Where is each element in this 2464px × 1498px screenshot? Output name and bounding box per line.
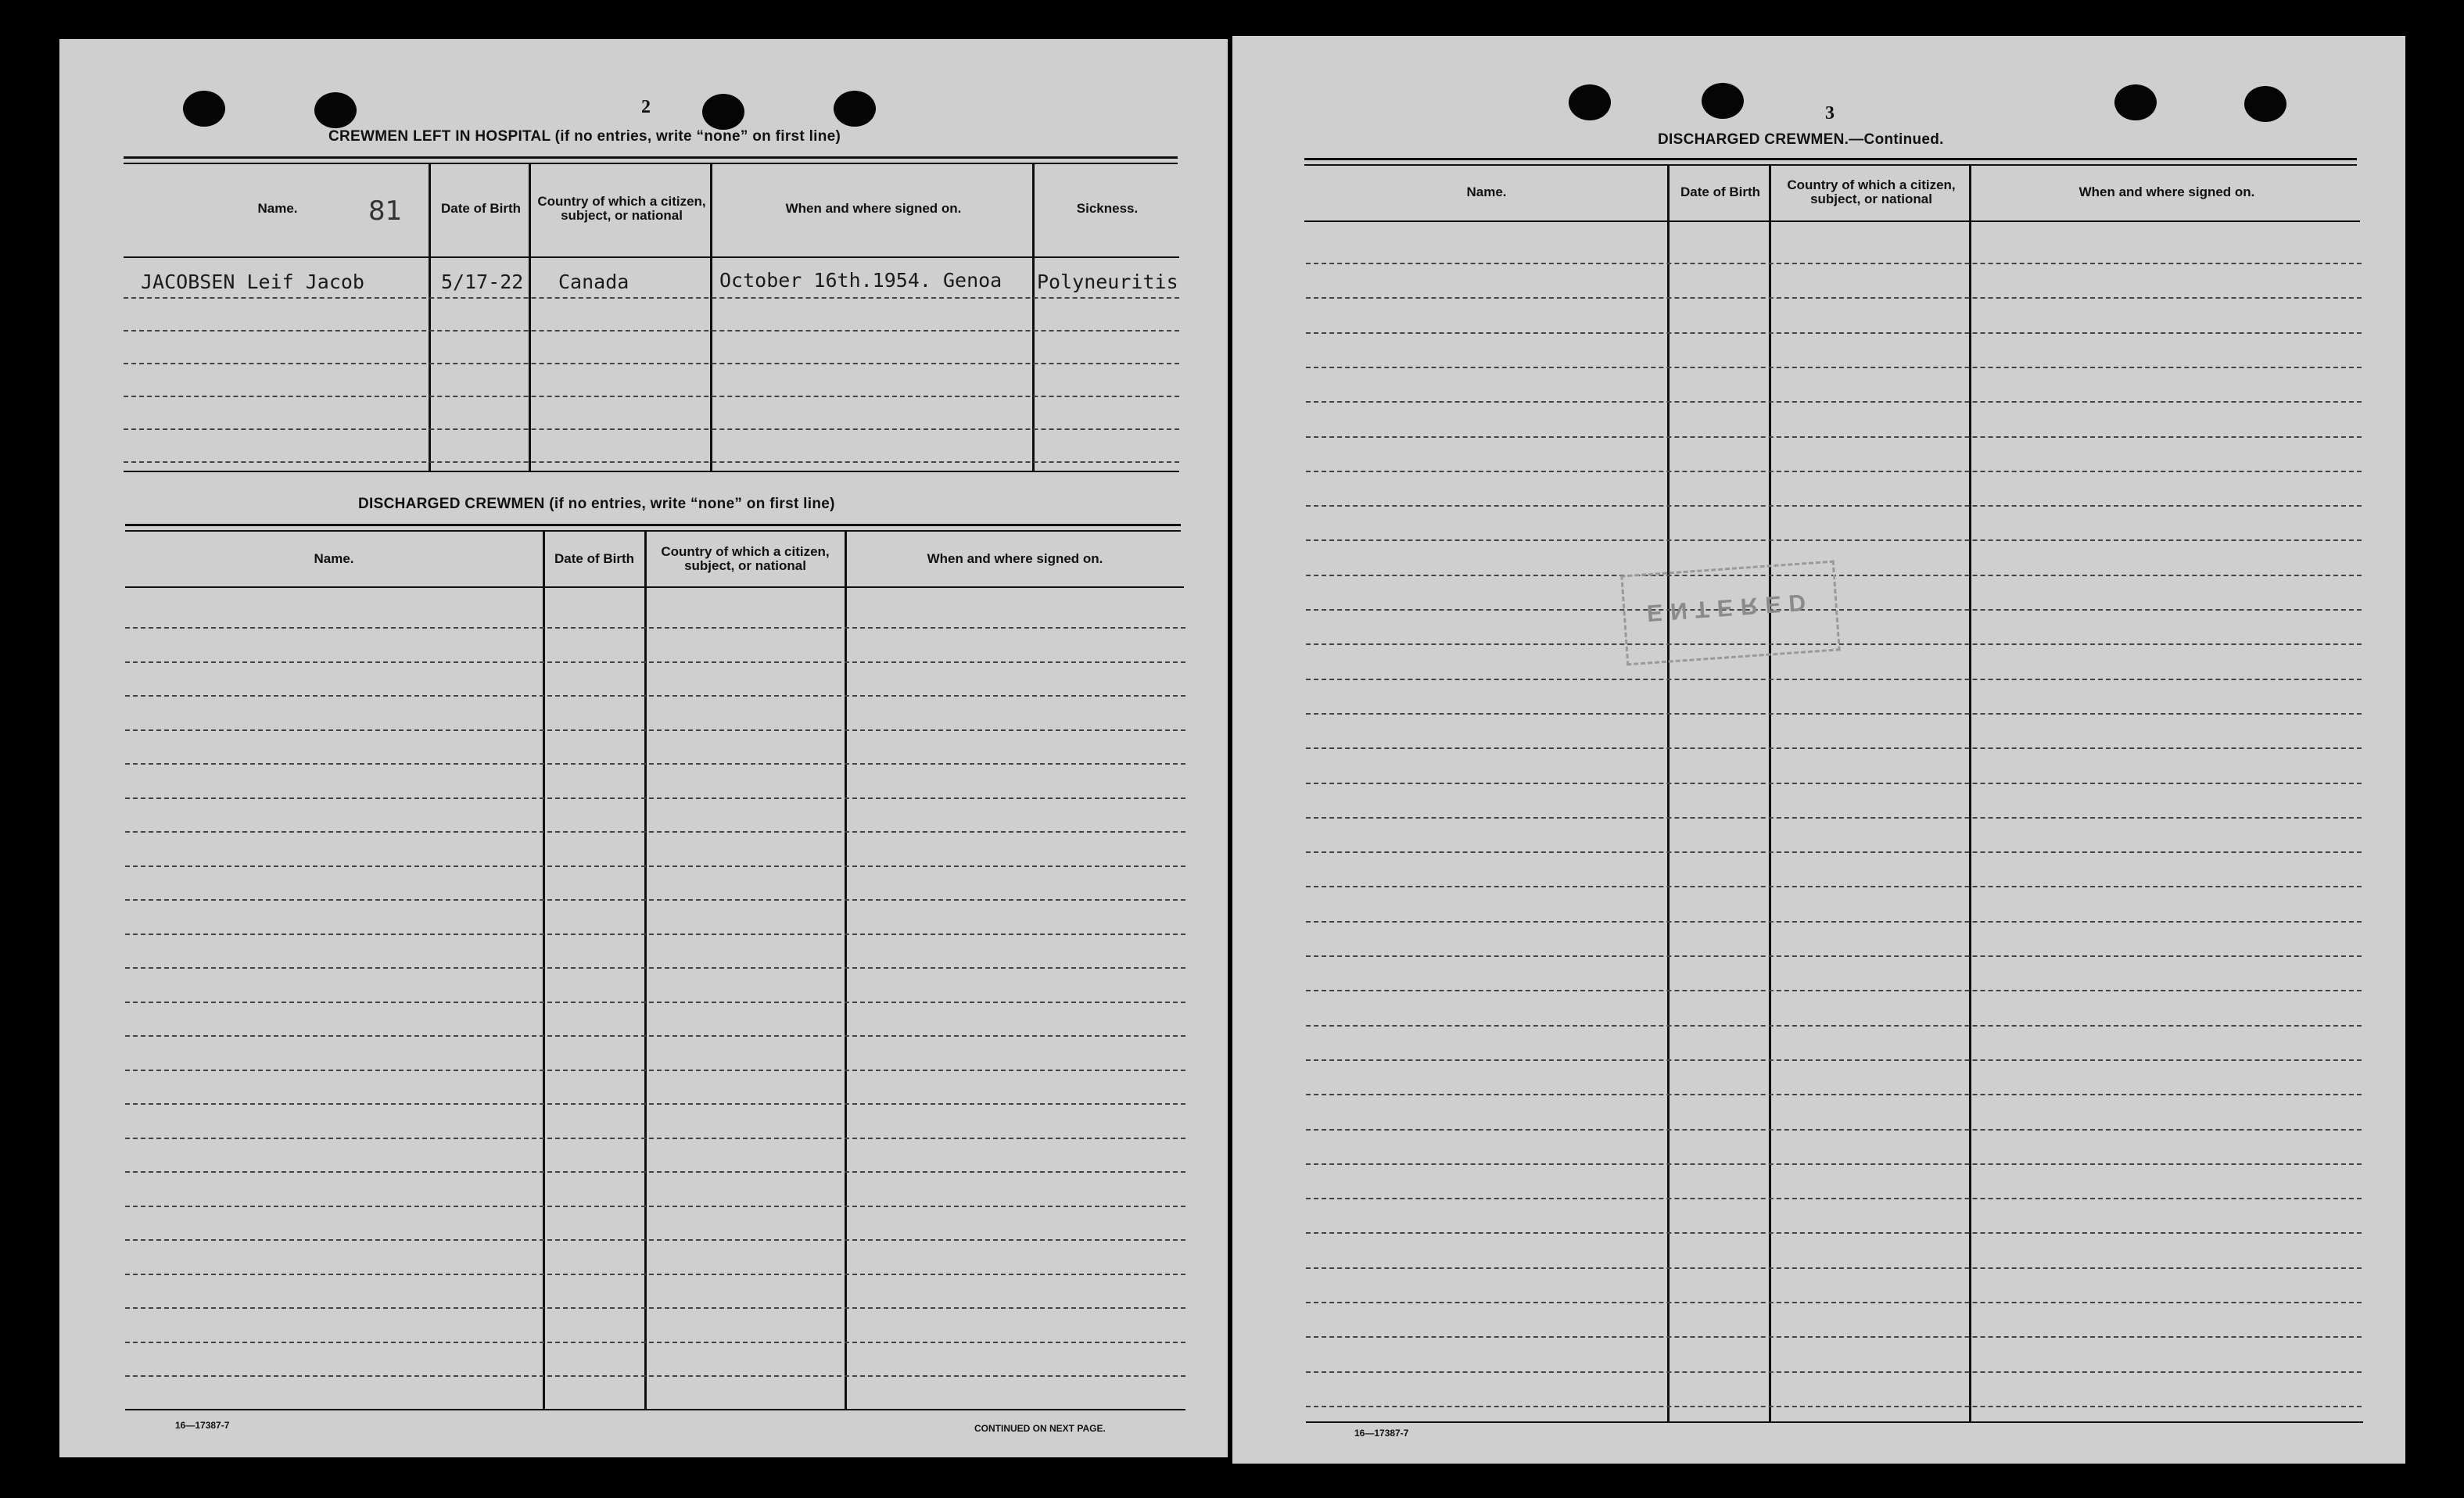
row-line xyxy=(124,363,1179,364)
hospital-row-signed: October 16th.1954. Genoa xyxy=(719,269,1002,292)
row-line xyxy=(1306,1094,2362,1095)
column-divider xyxy=(845,532,847,1409)
row-line xyxy=(1306,367,2362,368)
row-line xyxy=(125,967,1185,969)
row-line xyxy=(125,729,1185,731)
column-divider xyxy=(543,532,545,1409)
punch-hole xyxy=(2114,84,2157,120)
row-line xyxy=(1306,401,2362,403)
header-rule xyxy=(124,256,1179,258)
form-number: 16—17387-7 xyxy=(175,1420,230,1431)
row-line xyxy=(125,661,1185,663)
row-line xyxy=(1306,539,2362,541)
row-line xyxy=(1306,679,2362,680)
punch-hole xyxy=(1569,84,1611,120)
row-line xyxy=(125,1206,1185,1207)
row-line xyxy=(1306,817,2362,819)
row-line xyxy=(1306,1025,2362,1027)
row-line xyxy=(1306,1406,2362,1407)
row-line xyxy=(125,763,1185,765)
row-line xyxy=(1306,297,2362,299)
right-section-title: DISCHARGED CREWMEN.—Continued. xyxy=(1658,131,1944,148)
hospital-row-name: JACOBSEN Leif Jacob xyxy=(141,271,364,293)
header-dob: Date of Birth xyxy=(1680,185,1760,199)
row-line xyxy=(125,1138,1185,1139)
row-line xyxy=(1306,990,2362,991)
row-line xyxy=(125,1239,1185,1241)
header-name: Name. xyxy=(257,201,298,216)
column-divider xyxy=(644,532,647,1409)
form-number: 16—17387-7 xyxy=(1354,1428,1409,1439)
top-rule-thin xyxy=(1304,164,2357,166)
punch-hole xyxy=(834,91,876,127)
discharged-top-rule-thin xyxy=(125,530,1181,532)
row-line xyxy=(125,695,1185,697)
row-line xyxy=(125,934,1185,935)
row-line xyxy=(125,1171,1185,1173)
header-country: Country of which a citizen, subject, or national xyxy=(1787,177,1956,206)
header-name: Name. xyxy=(314,551,354,566)
row-line xyxy=(124,297,1179,299)
row-line xyxy=(125,1035,1185,1037)
row-line xyxy=(1306,1336,2362,1338)
row-line xyxy=(1306,713,2362,715)
header-dob: Date of Birth xyxy=(441,201,521,216)
header-signed: When and where signed on. xyxy=(927,551,1103,566)
row-line xyxy=(125,1307,1185,1309)
row-line xyxy=(125,1002,1185,1003)
row-line xyxy=(124,330,1179,331)
header-rule xyxy=(125,586,1184,588)
hospital-row-sickness: Polyneuritis xyxy=(1037,271,1178,293)
header-country: Country of which a citizen, subject, or national xyxy=(537,194,706,223)
row-line xyxy=(125,899,1185,901)
row-line xyxy=(125,1342,1185,1343)
row-line xyxy=(124,428,1179,430)
row-line xyxy=(1306,263,2362,264)
row-line xyxy=(1306,1059,2362,1061)
header-dob: Date of Birth xyxy=(554,551,634,566)
left-page xyxy=(59,39,1228,1457)
row-line xyxy=(125,1274,1185,1275)
row-line xyxy=(1306,783,2362,784)
punch-hole xyxy=(183,91,225,127)
row-line xyxy=(1306,1163,2362,1165)
header-signed: When and where signed on. xyxy=(2078,185,2255,199)
row-line xyxy=(1306,436,2362,438)
discharged-table-bottom xyxy=(125,1409,1185,1410)
hospital-section-title: CREWMEN LEFT IN HOSPITAL (if no entries, write “none” on first line) xyxy=(328,128,841,145)
row-line xyxy=(1306,471,2362,472)
discharged-section-title: DISCHARGED CREWMEN (if no entries, write “none” on first line) xyxy=(358,496,835,512)
right-page xyxy=(1232,36,2405,1464)
top-rule xyxy=(124,156,1178,159)
row-line xyxy=(1306,955,2362,957)
row-line xyxy=(1306,1129,2362,1131)
header-name: Name. xyxy=(1466,185,1507,199)
column-divider xyxy=(529,164,531,471)
row-line xyxy=(124,396,1179,397)
top-rule xyxy=(1304,158,2357,160)
row-line xyxy=(1306,332,2362,334)
hospital-row-country: Canada xyxy=(558,271,629,293)
row-line xyxy=(1306,1371,2362,1373)
row-line xyxy=(1306,851,2362,853)
continued-note: CONTINUED ON NEXT PAGE. xyxy=(974,1423,1106,1434)
row-line xyxy=(1306,921,2362,923)
row-line xyxy=(1306,505,2362,507)
header-country: Country of which a citizen, subject, or national xyxy=(661,544,830,573)
page-number: 3 xyxy=(1825,103,1835,124)
hospital-table-bottom xyxy=(124,471,1179,472)
discharged-top-rule xyxy=(125,524,1181,526)
row-line xyxy=(1306,1267,2362,1269)
stamp-text: ENTERED xyxy=(1645,588,1815,626)
row-line xyxy=(125,1103,1185,1105)
row-line xyxy=(1306,886,2362,887)
header-signed: When and where signed on. xyxy=(785,201,962,216)
right-table-bottom xyxy=(1306,1421,2363,1423)
punch-hole xyxy=(314,92,357,128)
punch-hole xyxy=(2244,86,2286,122)
column-divider xyxy=(710,164,712,471)
handwritten-mark: 81 xyxy=(368,195,403,227)
row-line xyxy=(124,461,1179,463)
row-line xyxy=(125,865,1185,867)
row-line xyxy=(1306,1198,2362,1199)
column-divider xyxy=(1032,164,1035,471)
page-number: 2 xyxy=(641,97,651,117)
top-rule-thin xyxy=(124,163,1178,164)
row-line xyxy=(125,797,1185,799)
header-rule xyxy=(1304,220,2360,222)
row-line xyxy=(1306,1302,2362,1303)
row-line xyxy=(125,831,1185,833)
row-line xyxy=(1306,747,2362,749)
row-line xyxy=(125,1070,1185,1071)
punch-hole xyxy=(1702,83,1744,119)
entered-stamp xyxy=(1620,561,1840,666)
hospital-row-dob: 5/17-22 xyxy=(441,271,524,293)
row-line xyxy=(1306,1232,2362,1234)
punch-hole xyxy=(702,94,744,130)
header-sickness: Sickness. xyxy=(1076,201,1139,216)
row-line xyxy=(125,1375,1185,1377)
row-line xyxy=(125,627,1185,629)
column-divider xyxy=(429,164,431,471)
